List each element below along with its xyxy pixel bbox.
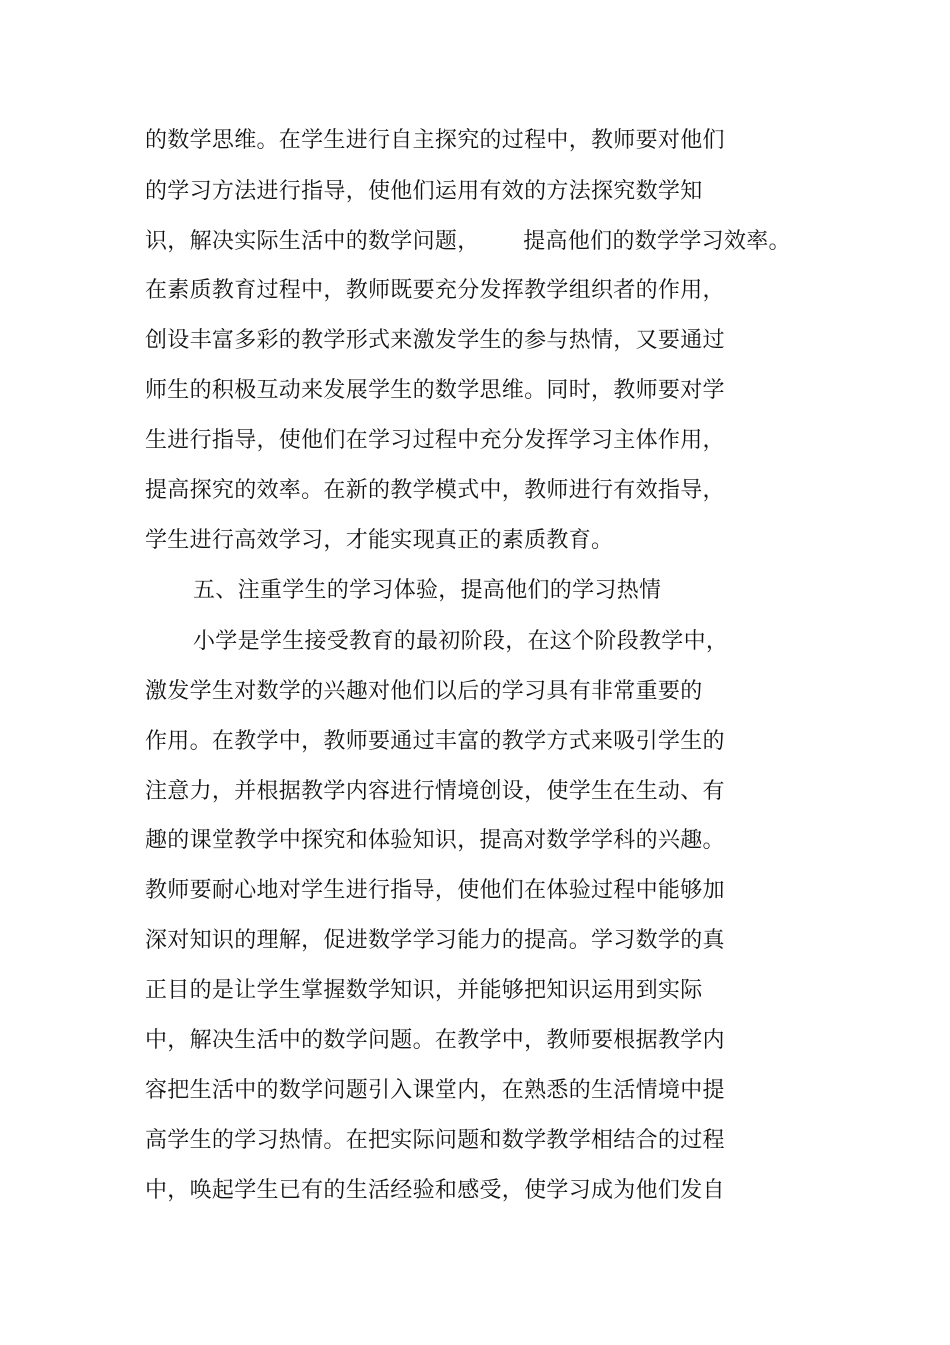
text-line: 在素质教育过程中，教师既要充分发挥教学组织者的作用， xyxy=(145,278,725,303)
text-line: 生进行指导，使他们在学习过程中充分发挥学习主体作用， xyxy=(145,428,725,453)
text-line: 正目的是让学生掌握数学知识，并能够把知识运用到实际 xyxy=(145,978,703,1003)
text-line: 容把生活中的数学问题引入课堂内，在熟悉的生活情境中提 xyxy=(145,1078,725,1103)
text-line: 作用。在教学中，教师要通过丰富的教学方式来吸引学生的 xyxy=(145,729,725,754)
text-line: 深对知识的理解，促进数学学习能力的提高。学习数学的真 xyxy=(145,928,725,953)
text-line: 趣的课堂教学中探究和体验知识，提高对数学学科的兴趣。 xyxy=(145,828,725,853)
text-line: 高学生的学习热情。在把实际问题和数学教学相结合的过程 xyxy=(145,1128,725,1153)
text-line: 提高探究的效率。在新的教学模式中，教师进行有效指导， xyxy=(145,478,725,503)
text-line: 师生的积极互动来发展学生的数学思维。同时，教师要对学 xyxy=(145,378,725,403)
text-line: 学生进行高效学习，才能实现真正的素质教育。 xyxy=(145,528,614,553)
text-line: 创设丰富多彩的教学形式来激发学生的参与热情，又要通过 xyxy=(145,328,725,353)
section-heading: 五、注重学生的学习体验，提高他们的学习热情 xyxy=(193,578,662,603)
text-line: 中，解决生活中的数学问题。在教学中，教师要根据教学内 xyxy=(145,1028,725,1053)
text-line: 小学是学生接受教育的最初阶段，在这个阶段教学中， xyxy=(193,629,729,654)
text-line: 的学习方法进行指导，使他们运用有效的方法探究数学知 xyxy=(145,179,703,204)
text-line: 教师要耐心地对学生进行指导，使他们在体验过程中能够加 xyxy=(145,878,725,903)
text-line: 的数学思维。在学生进行自主探究的过程中，教师要对他们 xyxy=(145,128,725,153)
text-line: 识，解决实际生活中的数学问题， 提高他们的数学学习效率。 xyxy=(145,229,791,254)
text-line: 注意力，并根据教学内容进行情境创设，使学生在生动、有 xyxy=(145,779,725,804)
text-line: 激发学生对数学的兴趣对他们以后的学习具有非常重要的 xyxy=(145,679,703,704)
text-line: 中，唤起学生已有的生活经验和感受，使学习成为他们发自 xyxy=(145,1178,725,1203)
